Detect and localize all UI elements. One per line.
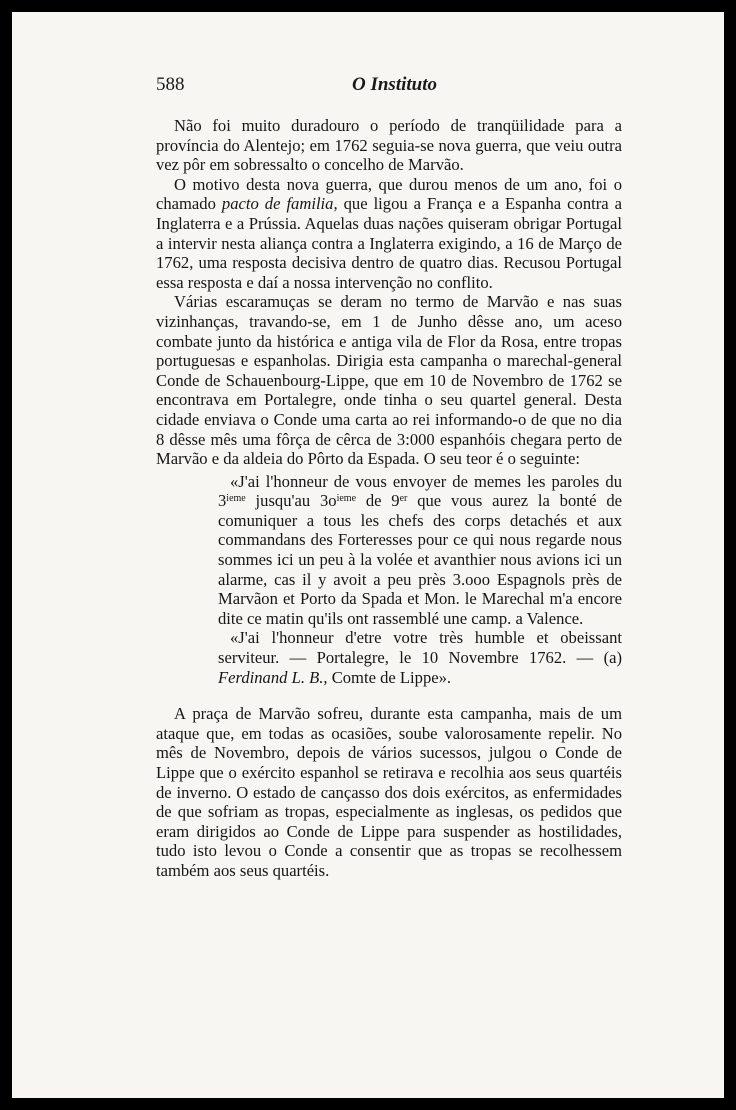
paragraph-4: A praça de Marvão sofreu, durante esta campanha, mais de um ataque que, em todas as ocasiões, soube valorosamente repelir. No mês de Novembro, depois de vários sucessos, julgou o Conde de Lippe que o exército espanhol se retirava e recolhia aos seus quartéis de inverno. O estado de cançasso dos dois exércitos, as enfermidades de que sofriam as tropas, especialmente as inglesas, os pedidos que eram dirigidos ao Conde de Lippe para suspender as hostilidades, tudo isto levou o Conde a consentir que as tropas se recolhessem também aos seus quartéis. [156,704,622,880]
pacto-de-familia-italic: pacto de familia, [221,194,338,214]
signature-name-italic: Ferdinand L. B., [218,667,328,687]
paragraph-3: Várias escaramuças se deram no termo de Marvão e nas suas vizinhanças, travando-se, em 1 de Junho dêsse ano, um aceso combate junto da histórica e antiga vila de Flor da Rosa, entre tropas portuguesas e espanholas. Dirigia esta campanha o marechal-general Conde de Schauenbourg-Lippe, que em 10 de Novembro de 1762 se encontrava em Portalegre, onde tinha o seu quartel general. Desta cidade enviava o Conde uma carta ao rei informando-o de que no dia 8 dêsse mês uma fôrça de cêrca de 3:000 espanhóis chegara perto de Marvão e da aldeia do Pôrto da Espada. O seu teor é o seguinte: [156,292,622,469]
page-number: 588 [156,74,185,95]
letter-quote [218,472,622,688]
page-header [156,74,446,100]
quote-paragraph-2: «J'ai l'honneur d'etre votre très humble et obeissant serviteur. — Portalegre, le 10 Novembre 1762. — (a) Ferdinand L. B., Comte de Lippe». [218,628,622,687]
superscript-ieme-1: ieme [226,493,246,505]
paragraph-1: Não foi muito duradouro o período de tranqüilidade para a província do Alentejo; em 1762 seguia-se nova guerra, que veiu outra vez pôr em sobressalto o concelho de Marvão. [156,116,622,175]
paragraph-2-start: O motivo desta nova guerra, que durou menos de um ano, foi o chamado [156,174,622,214]
running-title: O Instituto [352,74,438,95]
book-page [12,12,724,1098]
quote-paragraph-1: «J'ai l'honneur de vous envoyer de memes les paroles du 3ieme jusqu'au $3o^{ieme}$ de 9er que vous aurez la bonté de comuniquer a tous les chefs des corps detachés et aux commandans des Forteresses pour ce qui nous regarde nous sommes ici un peu à la volée et avanthier nous avions ici un alarme, cas il y avoit a peu près 3.ooo Espagnols près de Marvãon et Porto da Spada et Mon. le Marechal m'a encore dite ce matin qu'ils ont rassemblé une camp. a Valence. [218,471,622,628]
paragraph-2-end: que ligou a França e a Espanha contra a Inglaterra e a Prússia. Aquelas duas nações quiseram obrigar Portugal a intervir nesta aliança contra a Inglaterra exigindo, a 16 de Março de 1762, uma resposta decisiva dentro de quatro dias. Recusou Portugal essa resposta e daí a nossa intervenção no conflito. [156,194,622,292]
superscript-er: er [399,493,408,505]
superscript-ieme-2: ieme [336,493,357,505]
body-text [156,116,622,881]
paragraph-2 [156,175,622,293]
